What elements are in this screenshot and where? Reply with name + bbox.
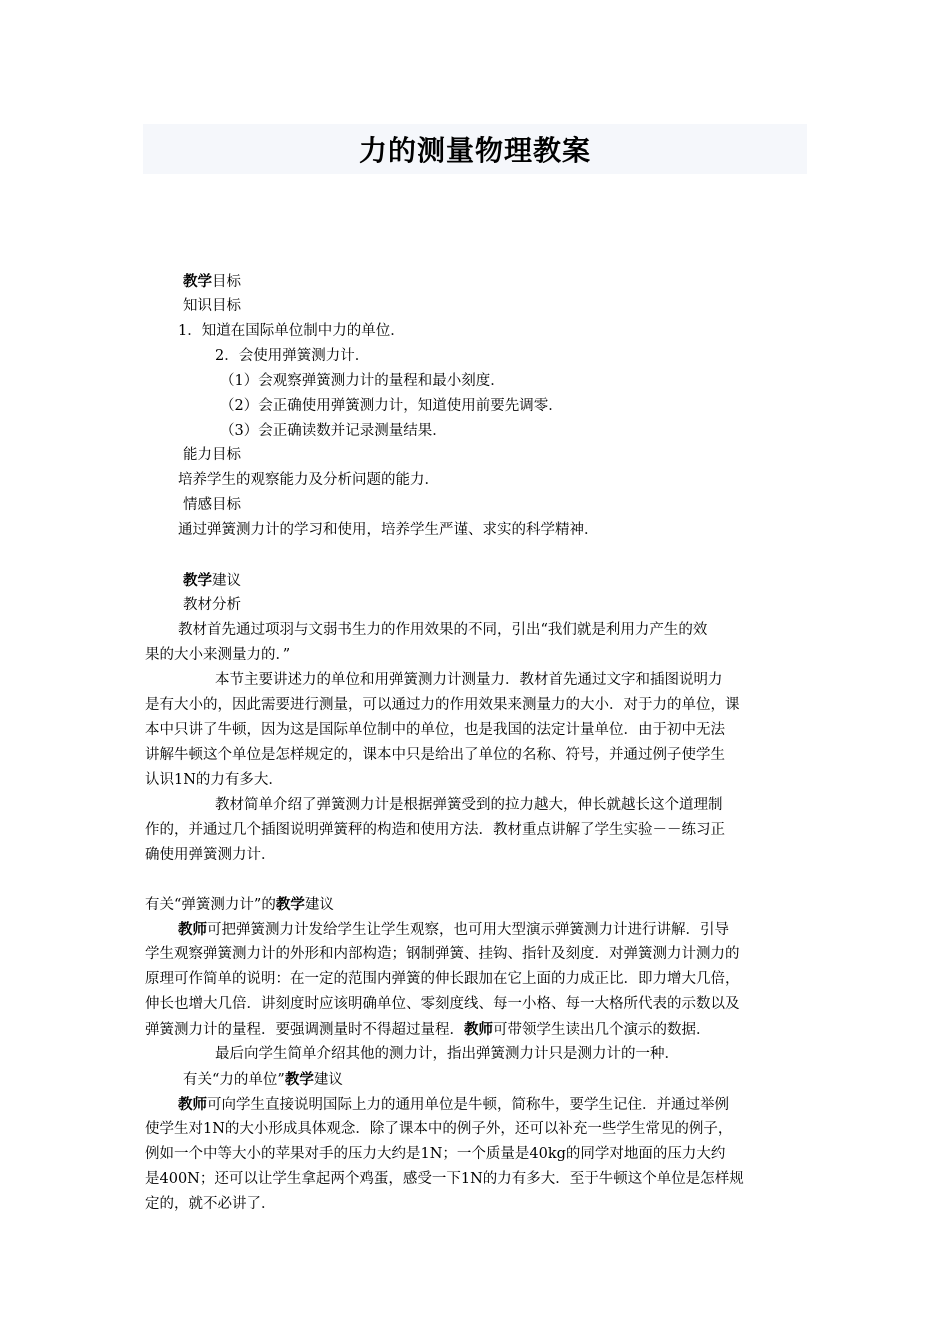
spring-scale-paragraph: 教师可把弹簧测力计发给学生让学生观察，也可用大型演示弹簧测力计进行讲解．引导 学生观察弹簧测力计的外形和内部构造；钢制弹簧、挂钩、指针及刻度．对弹簧测力计测力的 原理可作简单的说明：在一定的范围内弹簧的伸长跟加在它上面的力成正比．即力增大几倍， 伸长也增大几倍．讲刻度时应该明确单位、零刻度线、每一小格、每一大格所代表的示数以及 弹簧测力计的量程．要强调测量时不得超过量程．教师可带领学生读出几个演示的数据． 最后向学生简单介绍其他的测力计，指出弹簧测力计只是测力计的一种．: [145, 917, 810, 1067]
knowledge-item-1: 1．知道在国际单位制中力的单位．: [178, 323, 405, 339]
knowledge-heading: 知识目标: [183, 298, 241, 314]
material-paragraph-2: 本节主要讲述力的单位和用弹簧测力计测量力．教材首先通过文字和插图说明力 是有大小的，因此需要进行测量，可以通过力的作用效果来测量力的大小．对于力的单位，课 本中只讲了牛顿，因为这是国际单位制中的单位，也是我国的法定计量单位．由于初中无法 讲解牛顿这个单位是怎样规定的，课本中只是给出了单位的名称、符号，并通过例子使学生 认识1N的力有多大．: [145, 672, 740, 788]
page-title: 力的测量物理教案: [358, 134, 591, 167]
knowledge-item-2c: （3）会正确读数并记录测量结果．: [220, 423, 447, 439]
material-paragraph-3: 教材简单介绍了弹簧测力计是根据弹簧受到的拉力越大，伸长就越长这个道理制 作的，并通过几个插图说明弹簧秤的构造和使用方法．教材重点讲解了学生实验－－练习正 确使用弹簧测力计．: [145, 797, 725, 863]
title-band: [143, 124, 807, 174]
goal-heading: 教学目标: [183, 273, 241, 290]
advice-heading: 教学建议: [183, 572, 241, 589]
spring-scale-last-line: 最后向学生简单介绍其他的测力计，指出弹簧测力计只是测力计的一种．: [215, 1046, 679, 1062]
material-paragraph-1: 教材首先通过项羽与文弱书生力的作用效果的不同，引出“我们就是利用力产生的效 果的大小来测量力的．”: [145, 622, 708, 663]
knowledge-item-2a: （1）会观察弹簧测力计的量程和最小刻度．: [220, 373, 505, 389]
force-unit-heading: 有关“力的单位”教学建议: [183, 1071, 343, 1088]
material-heading: 教材分析: [183, 597, 241, 613]
emotion-text: 通过弹簧测力计的学习和使用，培养学生严谨、求实的科学精神．: [178, 522, 599, 538]
knowledge-item-2: 2．会使用弹簧测力计．: [215, 348, 370, 364]
emotion-heading: 情感目标: [183, 497, 241, 513]
spring-scale-heading: 有关“弹簧测力计”的教学建议: [145, 896, 334, 913]
ability-heading: 能力目标: [183, 447, 241, 463]
knowledge-item-2b: （2）会正确使用弹簧测力计，知道使用前要先调零．: [220, 398, 563, 414]
ability-text: 培养学生的观察能力及分析问题的能力．: [178, 472, 439, 488]
force-unit-paragraph: 教师可向学生直接说明国际上力的通用单位是牛顿，简称牛，要学生记住．并通过举例 使学生对1N的大小形成具体观念．除了课本中的例子外，还可以补充一些学生常见的例子， 例如一个中等大小的苹果对手的压力大约是1N；一个质量是40kg的同学对地面的压力大约 是400N；还可以让学生拿起两个鸡蛋，感受一下1N的力有多大．至于牛顿这个单位是怎样规 定的，就不必讲了．: [145, 1096, 744, 1212]
